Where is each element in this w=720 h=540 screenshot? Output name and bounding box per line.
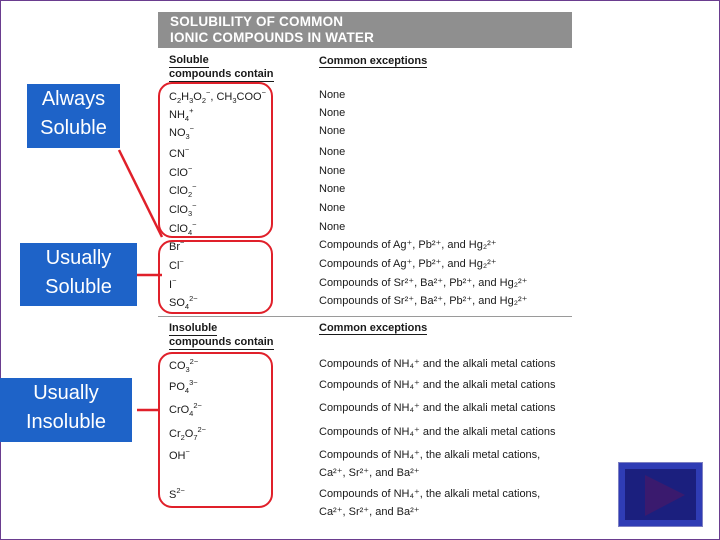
exception-text: None: [319, 125, 346, 137]
formula-hypochlorite: ClO−: [169, 164, 193, 179]
exception-text: None: [319, 221, 346, 233]
exception-text: None: [319, 165, 346, 177]
exception-text: Compounds of Sr²⁺, Ba²⁺, Pb²⁺, and Hg₂²⁺: [319, 295, 528, 307]
formula-sulfide: $S^{2-}$: [169, 486, 185, 501]
formula-sulfate: $SO_4^{2-}$: [169, 294, 198, 311]
formula-perchlorate: ClO$_4$−: [169, 220, 197, 237]
formula-chromate: CrO$_4^{2-}$: [169, 401, 202, 418]
insoluble-header: Insoluble compounds contain: [169, 322, 274, 348]
exception-text: None: [319, 146, 346, 158]
usually-soluble-label: Usually Soluble: [20, 243, 137, 306]
soluble-exceptions-header: Common exceptions: [319, 55, 428, 67]
soluble-header: Soluble compounds contain: [169, 54, 274, 80]
formula-cyanide: CN−: [169, 145, 190, 160]
formula-chlorate: ClO$_3$−: [169, 201, 197, 218]
exception-text: Ca²⁺, Sr²⁺, and Ba²⁺: [319, 506, 420, 518]
connector-line-always: [119, 150, 162, 237]
exception-text: None: [319, 89, 346, 101]
formula-carbonate: $CO_3^{2-}$: [169, 357, 199, 374]
title-line-2: IONIC COMPOUNDS IN WATER: [170, 30, 375, 45]
exception-text: Ca²⁺, Sr²⁺, and Ba²⁺: [319, 467, 420, 479]
exception-text: None: [319, 183, 346, 195]
formula-bromide: Br−: [169, 238, 185, 253]
play-triangle-icon: [619, 463, 704, 528]
formula-chloride: Cl−: [169, 257, 184, 272]
formula-iodide: I−: [169, 276, 177, 291]
exception-text: Compounds of Ag⁺, Pb²⁺, and Hg₂²⁺: [319, 239, 497, 251]
exception-text: Compounds of Ag⁺, Pb²⁺, and Hg₂²⁺: [319, 258, 497, 270]
exception-text: None: [319, 202, 346, 214]
exception-text: Compounds of NH₄⁺ and the alkali metal cations: [319, 358, 556, 370]
exception-text: Compounds of NH₄⁺, the alkali metal cations,: [319, 488, 541, 500]
formula-ammonium: $NH_4^+$: [169, 106, 194, 123]
exception-text: Compounds of Sr²⁺, Ba²⁺, Pb²⁺, and Hg₂²⁺: [319, 277, 528, 289]
exception-text: Compounds of NH₄⁺ and the alkali metal cations: [319, 426, 556, 438]
always-soluble-label: Always Soluble: [27, 84, 120, 148]
formula-phosphate: $PO_4^{3-}$: [169, 378, 198, 395]
exception-text: Compounds of NH₄⁺ and the alkali metal cations: [319, 402, 556, 414]
formula-hydroxide: OH−: [169, 447, 190, 462]
formula-acetate: $C_2H_3O_2^-$, $CH_3COO^-$: [169, 88, 266, 105]
usually-insoluble-label: Usually Insoluble: [0, 378, 132, 442]
next-slide-button[interactable]: [618, 462, 703, 527]
formula-chlorite: ClO$_2$−: [169, 182, 197, 199]
exception-text: None: [319, 107, 346, 119]
title-line-1: SOLUBILITY OF COMMON: [170, 14, 344, 29]
exception-text: Compounds of NH₄⁺, the alkali metal cations,: [319, 449, 541, 461]
insoluble-exceptions-header: Common exceptions: [319, 322, 428, 334]
exception-text: Compounds of NH₄⁺ and the alkali metal cations: [319, 379, 556, 391]
formula-dichromate: $Cr_2O_7^{2-}$: [169, 425, 207, 442]
formula-nitrate: $NO_3^-$: [169, 124, 195, 141]
